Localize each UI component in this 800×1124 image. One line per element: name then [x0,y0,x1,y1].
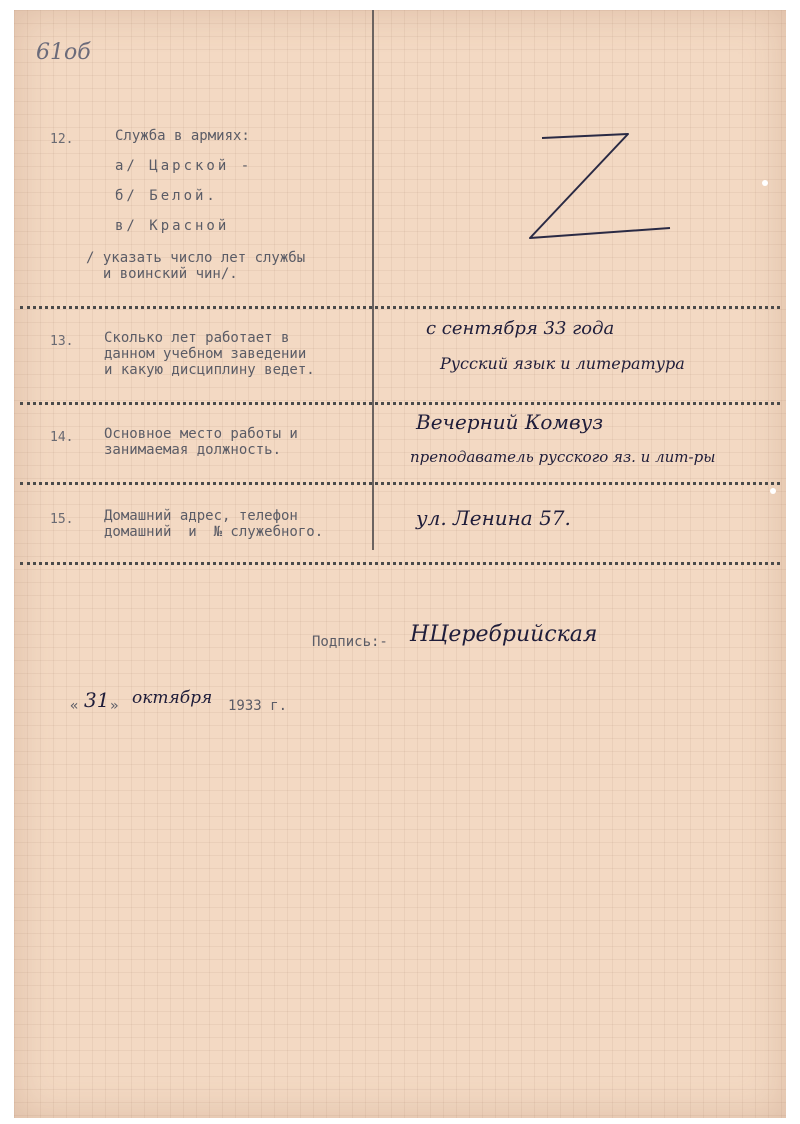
item-13-answer-2: Русский язык и литература [440,354,685,373]
item-14-line-1: Основное место работы и [104,426,298,442]
item-15-answer-1: ул. Ленина 57. [416,506,571,530]
row-separator-2 [20,402,780,405]
date-close-quote: » [110,698,119,714]
item-12-line-2: а/ Царской - [115,158,253,174]
row-separator-1 [20,306,780,309]
item-15-line-1: Домашний адрес, телефон [104,508,298,524]
item-14-answer-2: преподаватель русского яз. и лит-ры [410,448,716,466]
date-year: 1933 г. [228,698,288,714]
item-12-line-3: б/ Белой. [115,188,218,204]
item-14-answer-1: Вечерний Комвуз [416,410,604,434]
archive-folio-note: 61об [36,40,91,65]
item-12-line-1: Служба в армиях: [115,128,250,144]
column-divider [372,10,374,550]
item-12-line-4: в/ Красной [115,218,230,234]
date-month: октября [132,688,213,708]
item-13-line-1: Сколько лет работает в [104,330,290,346]
date-open-quote: « [70,698,79,714]
row-separator-3 [20,482,780,485]
item-13-answer-1: с сентября 33 года [426,318,615,339]
punch-hole [770,488,776,494]
item-14-line-2: занимаемая должность. [104,442,282,458]
item-13-line-3: и какую дисциплину ведет. [104,362,315,378]
item-12-line-6: и воинский чин/. [86,266,238,282]
signature-value: НЦеребрийская [410,622,598,647]
item-12-line-5: / указать число лет службы [86,250,306,266]
punch-hole [762,180,768,186]
item-14-number: 14. [50,430,74,445]
item-13-line-2: данном учебном заведении [104,346,307,362]
date-day: 31 [84,688,110,712]
item-15-number: 15. [50,512,74,527]
row-separator-4 [20,562,780,565]
item-15-line-2: домашний и № служебного. [104,524,324,540]
z-cancel-mark [520,120,680,250]
item-13-number: 13. [50,334,74,349]
item-12-number: 12. [50,132,74,147]
signature-label: Подпись:- [312,634,388,650]
